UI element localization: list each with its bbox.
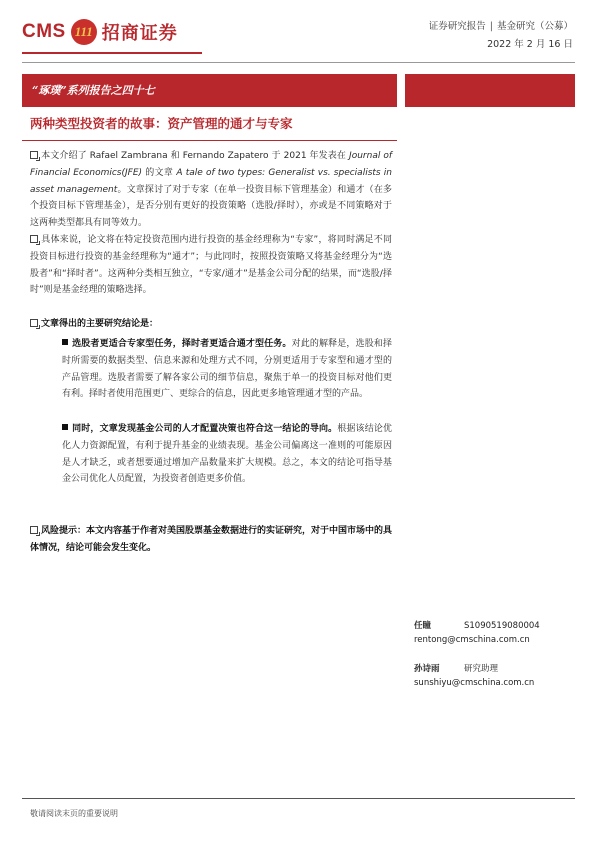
bullet-box-icon: [30, 526, 38, 534]
conclusion-item-1: 选股者更适合专家型任务，择时者更适合通才型任务。对此的解释是，选股和择时所需要的数据类型、信息来源和处理方式不同，分别更适用于专家型和通才型的产品管理。选股者需要了解各家公司的细节信息，聚焦于单一的投资目标对他们更有利。择时者使用范围更广、更综合的信息，因此更多地管理通才型的产品。: [62, 339, 392, 400]
logo-chinese-name: 招商证券: [101, 23, 178, 44]
series-banner: “琢璞”系列报告之四十七: [22, 74, 397, 107]
paragraph-intro: 本文介绍了 Rafael Zambrana 和 Fernando Zapatero 于 2021 年发表在 Journal of Financial Economics(JFE) 的文章 A tale of two types: Generalist vs. specialists in asset management。文章探讨了对于专家（在单一投资目标下管理基金）和通才（在多个投资目标下管理基金），是否分别有更好的投资策略（选股/择时），亦或是不同策略对于这两种类型都具有同等效力。: [30, 151, 393, 229]
report-type: 证券研究报告: [428, 21, 486, 32]
analyst-email[interactable]: rentong@cmschina.com.cn: [414, 635, 530, 645]
paragraph-definition: 具体来说，论文将在特定投资范围内进行投资的基金经理称为“专家”，将同时满足不同投资目标进行投资的基金经理称为“通才”；与此同时，按照投资策略又将基金经理分为“选股者”和“择时者”。这两种分类相互独立，“专家/通才”是基金公司分配的结果，而“选股/择时”则是基金经理的策略选择。: [30, 235, 392, 296]
square-bullet-icon: [62, 424, 68, 430]
analyst-contact-1: [414, 619, 540, 647]
logo-emblem-icon: 111: [71, 19, 97, 45]
logo-cms-text: CMS: [22, 21, 66, 42]
analyst-contact-2: [414, 662, 534, 690]
report-meta: 证券研究报告 | 基金研究（公募） 2022 年 2 月 16 日: [429, 18, 573, 54]
footer-divider: [22, 798, 575, 799]
conclusion-item-2: 同时，文章发现基金公司的人才配置决策也符合这一结论的导向。根据该结论优化人力资源配置，有利于提升基金的业绩表现。基金公司偏离这一准则的可能原因是人才缺乏，或者想要通过增加产品数量来扩大规模。总之，本文的结论可指导基金公司优化人员配置，为投资者创造更多价值。: [62, 424, 392, 485]
report-category: 基金研究（公募）: [496, 21, 573, 32]
title-divider: [22, 140, 397, 141]
side-banner: [405, 74, 575, 107]
analyst-name: 孙诗雨: [414, 664, 440, 674]
company-logo: [22, 14, 178, 50]
article-name: A tale of two types: Generalist vs. specialists in asset management: [30, 167, 392, 195]
square-bullet-icon: [62, 339, 68, 345]
journal-name: Journal of Financial Economics(JFE): [30, 151, 392, 178]
report-date: 2022 年 2 月 16 日: [487, 39, 573, 50]
analyst-name: 任瞳: [414, 621, 432, 631]
header-divider: [22, 62, 575, 63]
paragraph-conclusion-heading: 文章得出的主要研究结论是：: [30, 316, 392, 333]
analyst-role: 研究助理: [464, 664, 499, 674]
risk-warning: 风险提示：本文内容基于作者对美国股票基金数据进行的实证研究，对于中国市场中的具体情况，结论可能会发生变化。: [30, 526, 393, 553]
bullet-box-icon: [30, 151, 38, 159]
report-title: 两种类型投资者的故事：资产管理的通才与专家: [30, 116, 293, 131]
analyst-license: S1090519080004: [464, 621, 540, 631]
logo-underline: [22, 52, 202, 54]
bullet-box-icon: [30, 235, 38, 243]
bullet-box-icon: [30, 319, 38, 327]
analyst-email[interactable]: sunshiyu@cmschina.com.cn: [414, 678, 535, 688]
footer-disclaimer: 敬请阅读末页的重要说明: [30, 809, 118, 818]
